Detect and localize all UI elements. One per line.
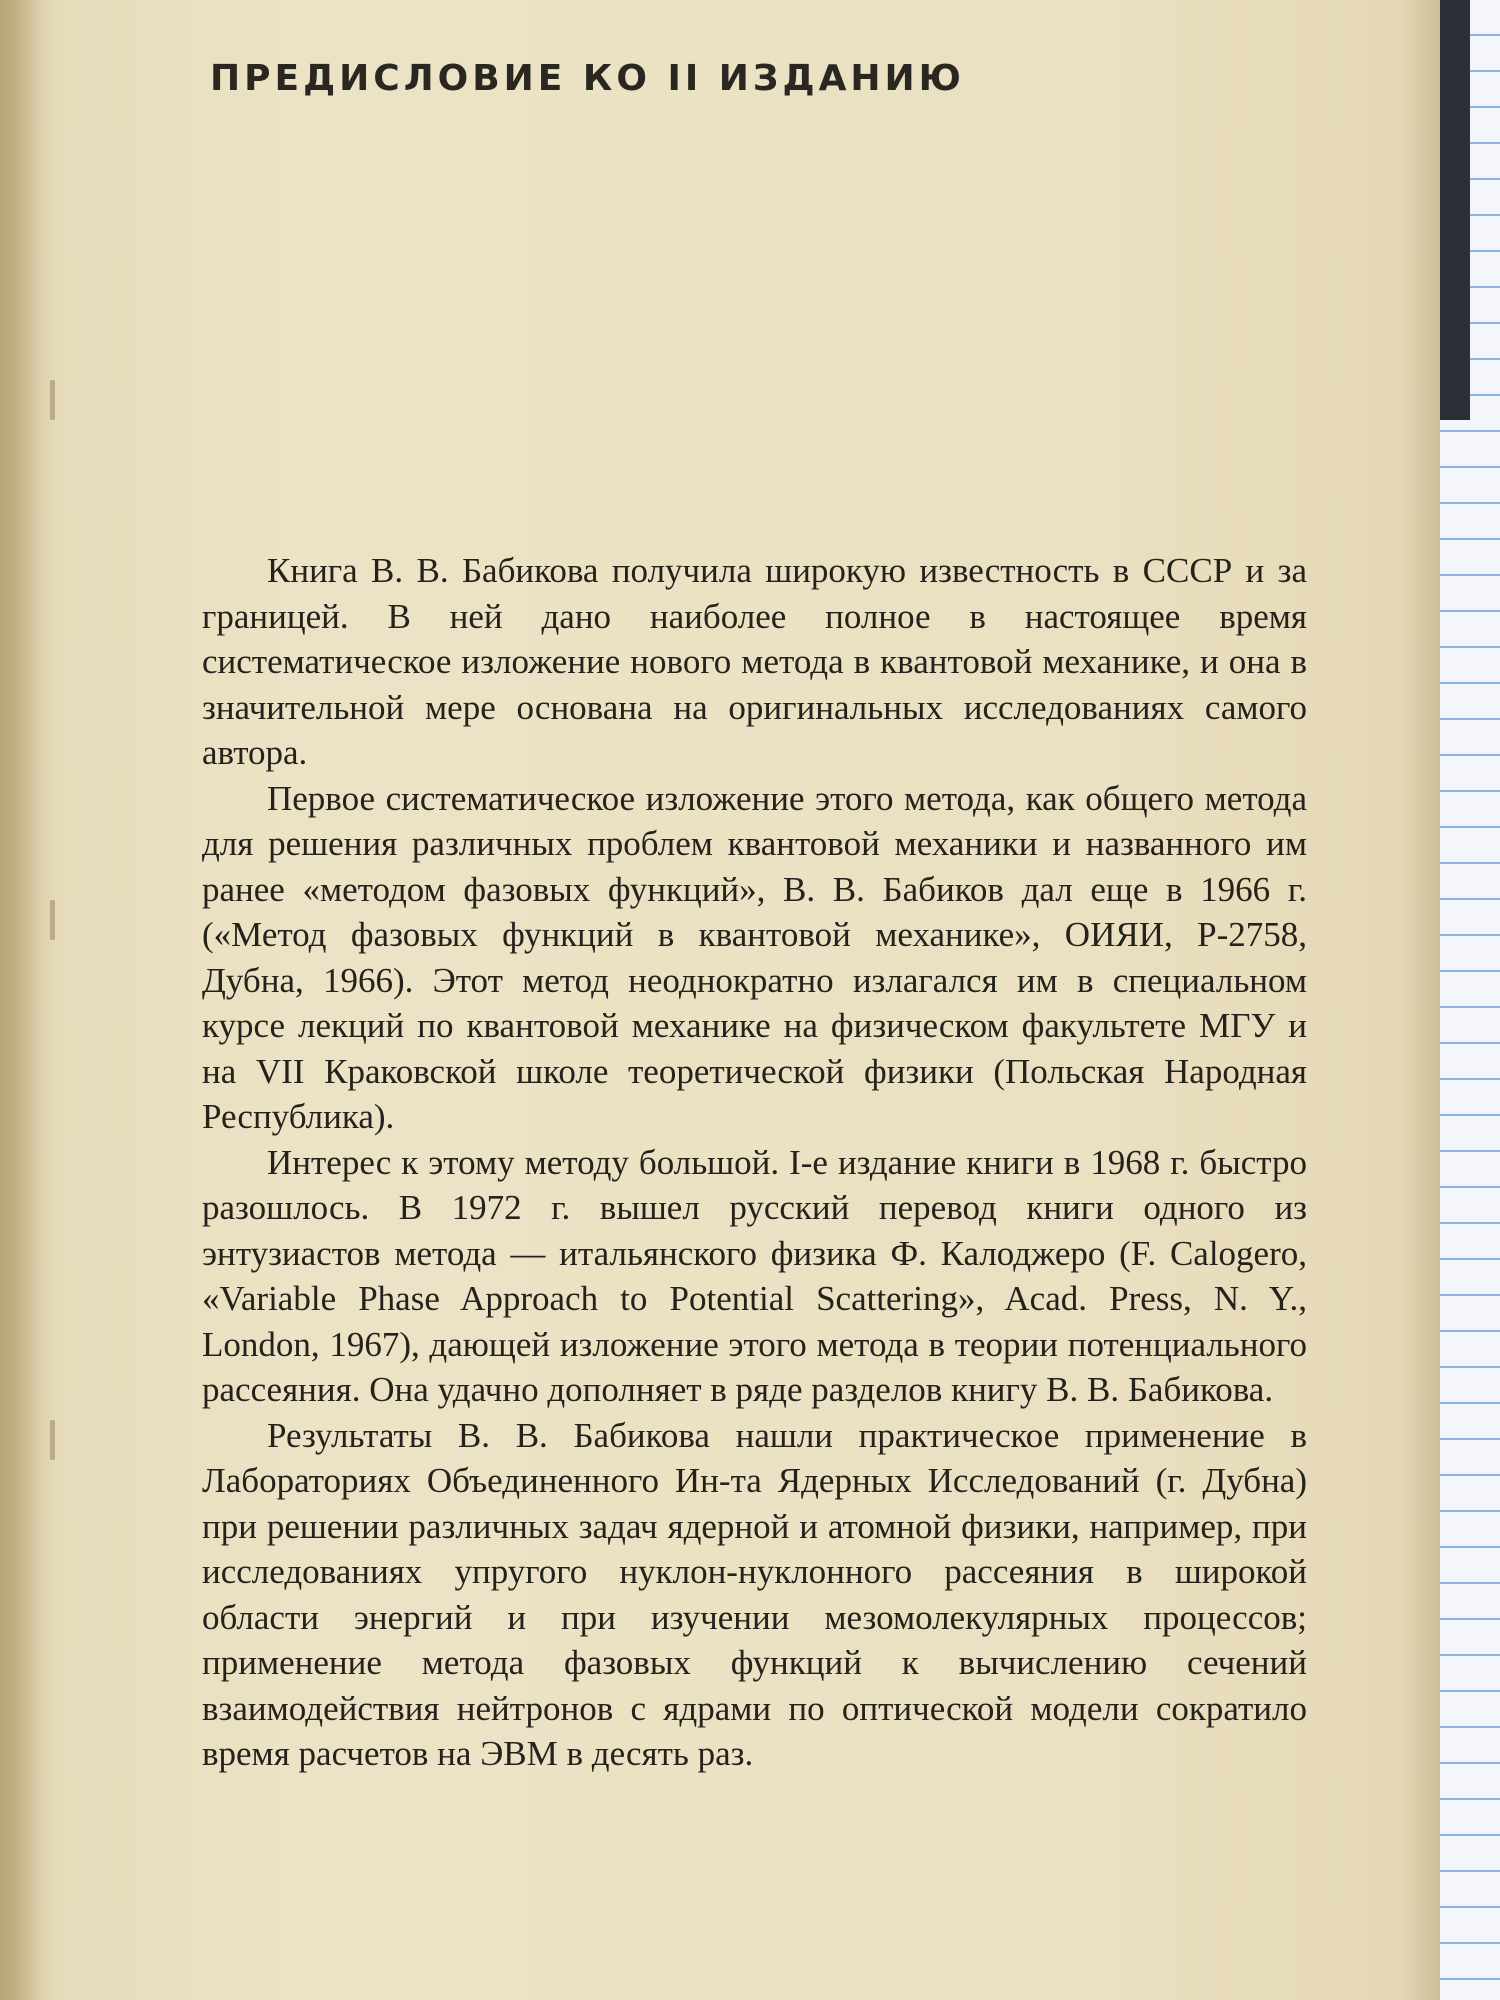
- body-text: [202, 548, 1307, 1777]
- page-title: ПРЕДИСЛОВИЕ КО II ИЗДАНИЮ: [210, 58, 965, 99]
- paragraph: Результаты В. В. Бабикова нашли практическое применение в Лабораториях Объединенного Ин-та Ядерных Исследований (г. Дубна) при решении различных задач ядерной и атомной физики, например, при исследованиях упругого нуклон-нуклонного рассеяния в широкой области энергий и при изучении мезомолекулярных процессов; применение метода фазовых функций к вычислению сечений взаимодействия нейтронов с ядрами по оптической модели сократило время расчетов на ЭВМ в десять раз.: [202, 1415, 1307, 1773]
- paragraph: Первое систематическое изложение этого метода, как общего метода для решения различных проблем квантовой механики и названного им ранее «методом фазовых функций», В. В. Бабиков дал еще в 1966 г. («Метод фазовых функций в квантовой механике», ОИЯИ, Р-2758, Дубна, 1966). Этот метод неоднократно излагался им в специальном курсе лекций по квантовой механике на физическом факультете МГУ и на VII Краковской школе теоретической физики (Польская Народная Республика).: [202, 778, 1307, 1136]
- binding-stitch: [50, 900, 55, 940]
- binding-stitch: [50, 380, 55, 420]
- spine-shadow: [0, 0, 40, 2000]
- paragraph: Книга В. В. Бабикова получила широкую известность в СССР и за границей. В ней дано наиболее полное в настоящее время систематическое изложение нового метода в квантовой механике, и она в значительной мере основана на оригинальных исследованиях самого автора.: [202, 551, 1307, 772]
- paragraph: Интерес к этому методу большой. I-е издание книги в 1968 г. быстро разошлось. В 1972 г. вышел русский перевод книги одного из энтузиастов метода — итальянского физика Ф. Калоджеро (F. Calogero, «Variable Phase Approach to Potential Scattering», Acad. Press, N. Y., London, 1967), дающей изложение этого метода в теории потенциального рассеяния. Она удачно дополняет в ряде разделов книгу В. В. Бабикова.: [202, 1142, 1307, 1409]
- book-cover-edge: [1440, 0, 1470, 420]
- binding-stitch: [50, 1420, 55, 1460]
